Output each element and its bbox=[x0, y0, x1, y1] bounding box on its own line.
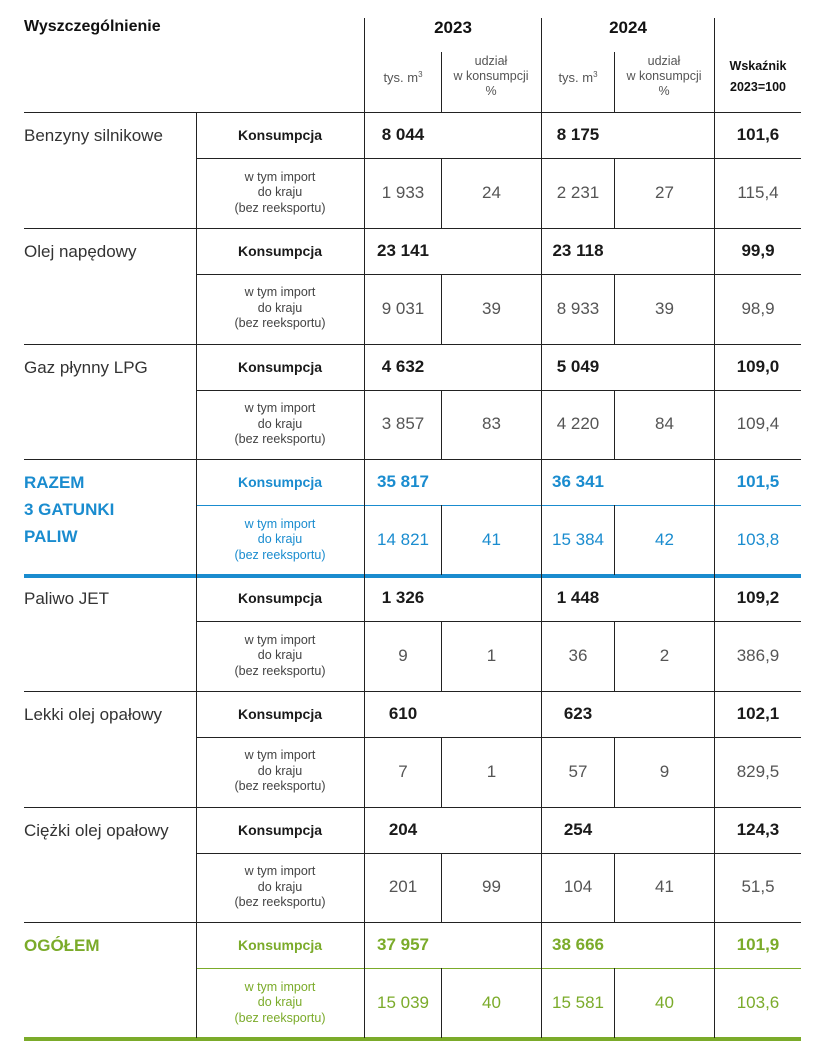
group-name: Lekki olej opałowy bbox=[24, 704, 162, 724]
consumption-2023: 37 957 bbox=[377, 935, 429, 955]
import-share-2023: 83 bbox=[482, 414, 501, 434]
consumption-2023: 35 817 bbox=[377, 472, 429, 492]
consumption-index: 101,6 bbox=[736, 125, 780, 144]
import-label: w tym import do kraju (bez reeksportu) bbox=[234, 748, 326, 794]
consumption-2024: 38 666 bbox=[552, 935, 604, 955]
column-divider bbox=[541, 18, 542, 112]
import-index: 98,9 bbox=[741, 298, 775, 318]
import-share-2024: 27 bbox=[655, 182, 674, 202]
import-2023: 7 bbox=[398, 761, 408, 781]
import-index: 51,5 bbox=[741, 877, 775, 897]
import-share-2023: 1 bbox=[486, 761, 497, 781]
header-year-2024: 2024 bbox=[609, 18, 647, 37]
import-index: 386,9 bbox=[736, 645, 780, 665]
import-share-2024: 42 bbox=[655, 530, 674, 550]
header-title: Wyszczególnienie bbox=[24, 18, 161, 35]
consumption-2023: 204 bbox=[388, 819, 418, 839]
import-share-2023: 24 bbox=[482, 182, 501, 202]
consumption-index: 102,1 bbox=[736, 703, 780, 723]
import-label: w tym import do kraju (bez reeksportu) bbox=[234, 632, 326, 678]
column-divider bbox=[441, 52, 442, 112]
consumption-index: 101,9 bbox=[736, 935, 780, 955]
import-share-2023: 41 bbox=[482, 530, 501, 550]
import-index: 829,5 bbox=[736, 761, 780, 781]
consumption-label: Konsumpcja bbox=[237, 474, 322, 491]
consumption-2023: 8 044 bbox=[381, 125, 425, 144]
import-2023: 3 857 bbox=[381, 414, 425, 434]
group-name: Paliwo JET bbox=[24, 589, 110, 608]
import-2024: 57 bbox=[568, 761, 588, 781]
import-share-2024: 9 bbox=[659, 761, 670, 781]
import-share-2024: 41 bbox=[655, 877, 674, 897]
column-divider bbox=[614, 52, 615, 112]
import-label: w tym import do kraju (bez reeksportu) bbox=[234, 979, 326, 1025]
group-name: Gaz płynny LPG bbox=[24, 357, 148, 377]
import-2024: 36 bbox=[568, 645, 588, 665]
group-name: Ciężki olej opałowy bbox=[24, 820, 169, 840]
import-2024: 15 581 bbox=[552, 993, 604, 1013]
import-2023: 9 031 bbox=[381, 298, 425, 318]
import-share-2024: 39 bbox=[655, 298, 674, 318]
header-share-2024: udział w konsumpcji % bbox=[626, 54, 702, 98]
import-share-2024: 84 bbox=[655, 414, 674, 434]
import-label: w tym import do kraju (bez reeksportu) bbox=[234, 401, 326, 447]
import-label: w tym import do kraju (bez reeksportu) bbox=[234, 516, 326, 562]
import-2023: 201 bbox=[388, 877, 418, 897]
import-share-2024: 2 bbox=[659, 645, 670, 665]
import-2024: 104 bbox=[563, 877, 593, 897]
header-unit-2023: tys. $m^3$ bbox=[383, 70, 423, 85]
import-index: 103,8 bbox=[736, 530, 780, 550]
consumption-2024: 23 118 bbox=[552, 240, 604, 260]
import-label: w tym import do kraju (bez reeksportu) bbox=[234, 864, 326, 910]
column-divider bbox=[714, 18, 715, 112]
consumption-2024: 36 341 bbox=[552, 472, 604, 492]
group-name: OGÓŁEM bbox=[24, 936, 100, 956]
column-divider bbox=[364, 18, 365, 112]
consumption-label: Konsumpcja bbox=[237, 937, 322, 954]
import-2024: 8 933 bbox=[556, 298, 600, 318]
consumption-label: Konsumpcja bbox=[237, 590, 322, 606]
consumption-2023: 610 bbox=[388, 703, 418, 723]
import-2023: 15 039 bbox=[377, 993, 429, 1013]
consumption-label: Konsumpcja bbox=[237, 358, 322, 375]
import-2024: 2 231 bbox=[556, 182, 600, 202]
consumption-index: 101,5 bbox=[736, 472, 780, 492]
import-share-2023: 1 bbox=[486, 645, 497, 665]
import-2023: 9 bbox=[398, 645, 408, 665]
consumption-label: Konsumpcja bbox=[237, 821, 322, 838]
consumption-2023: 1 326 bbox=[381, 588, 425, 607]
consumption-label: Konsumpcja bbox=[237, 242, 322, 259]
consumption-label: Konsumpcja bbox=[237, 705, 322, 722]
header-share-2023: udział w konsumpcji % bbox=[453, 54, 529, 98]
consumption-2024: 8 175 bbox=[556, 125, 600, 144]
import-label: w tym import do kraju (bez reeksportu) bbox=[234, 285, 326, 331]
header-unit-2024: tys. $m^3$ bbox=[558, 70, 598, 85]
header-index: Wskaźnik 2023=100 bbox=[729, 59, 787, 94]
consumption-label: Konsumpcja bbox=[237, 127, 322, 143]
import-share-2023: 39 bbox=[482, 298, 501, 318]
consumption-index: 99,9 bbox=[741, 240, 775, 260]
import-index: 115,4 bbox=[737, 182, 779, 202]
consumption-index: 109,0 bbox=[736, 356, 780, 376]
header-year-2023: 2023 bbox=[434, 18, 472, 37]
import-index: 103,6 bbox=[736, 993, 780, 1013]
import-share-2024: 40 bbox=[655, 993, 674, 1013]
import-share-2023: 40 bbox=[482, 993, 501, 1013]
consumption-index: 109,2 bbox=[736, 588, 780, 607]
consumption-2024: 254 bbox=[563, 819, 593, 839]
import-2023: 14 821 bbox=[377, 530, 429, 550]
import-2024: 4 220 bbox=[556, 414, 600, 434]
consumption-2023: 4 632 bbox=[381, 356, 425, 376]
consumption-2024: 623 bbox=[563, 703, 593, 723]
import-2024: 15 384 bbox=[552, 530, 604, 550]
import-index: 109,4 bbox=[736, 414, 780, 434]
import-label: w tym import do kraju (bez reeksportu) bbox=[234, 169, 326, 215]
consumption-2023: 23 141 bbox=[377, 240, 429, 260]
group-name: Benzyny silnikowe bbox=[24, 126, 163, 145]
consumption-2024: 5 049 bbox=[556, 356, 600, 376]
consumption-index: 124,3 bbox=[736, 819, 780, 839]
group-name: Olej napędowy bbox=[24, 241, 137, 261]
import-2023: 1 933 bbox=[381, 182, 425, 202]
group-name: RAZEM 3 GATUNKI PALIW bbox=[24, 473, 115, 547]
import-share-2023: 99 bbox=[482, 877, 501, 897]
consumption-2024: 1 448 bbox=[556, 588, 600, 607]
